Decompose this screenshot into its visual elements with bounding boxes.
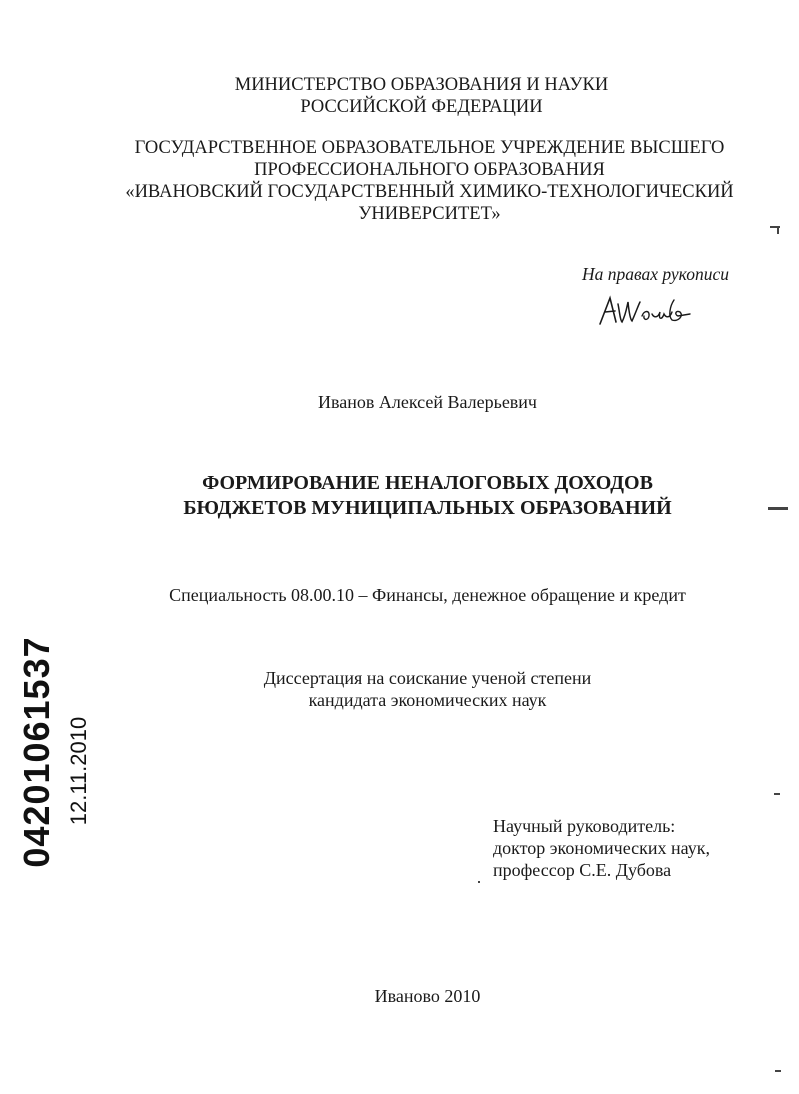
institution-line: «ИВАНОВСКИЙ ГОСУДАРСТВЕННЫЙ ХИМИКО-ТЕХНОЛОГИЧЕСКИЙ [125,182,734,202]
title-line: ФОРМИРОВАНИЕ НЕНАЛОГОВЫХ ДОХОДОВ [202,472,653,494]
supervisor-line: доктор экономических наук, [493,838,710,858]
stamp-code: 04201061537 [16,636,57,868]
institution-heading [30,137,799,225]
supervisor-block [493,815,710,881]
scan-mark [775,1070,781,1072]
ministry-line: МИНИСТЕРСТВО ОБРАЗОВАНИЯ И НАУКИ [234,75,609,95]
author-name: Иванов Алексей Валерьевич [318,392,537,412]
supervisor-line: профессор С.Е. Дубова [493,860,672,880]
degree-statement [28,667,799,711]
handwritten-signature [596,292,696,328]
scan-mark [774,793,780,795]
scan-mark [768,507,788,510]
institution-line: ПРОФЕССИОНАЛЬНОГО ОБРАЗОВАНИЯ [254,160,605,180]
scan-mark [478,881,480,883]
ministry-line: РОССИЙСКОЙ ФЕДЕРАЦИИ [300,97,543,117]
specialty: Специальность 08.00.10 – Финансы, денежное обращение и кредит [169,585,686,605]
institution-line: УНИВЕРСИТЕТ» [358,204,501,224]
stamp-date: 12.11.2010 [66,716,91,826]
ministry-heading [22,74,799,118]
institution-line: ГОСУДАРСТВЕННОЕ ОБРАЗОВАТЕЛЬНОЕ УЧРЕЖДЕНИЕ ВЫСШЕГО [134,138,725,158]
degree-line: Диссертация на соискание ученой степени [263,668,592,688]
scan-mark [777,226,779,234]
supervisor-line: Научный руководитель: [493,816,676,836]
manuscript-note: На правах рукописи [582,264,729,284]
dissertation-title [28,471,799,521]
degree-line: кандидата экономических наук [308,690,547,710]
city-year: Иваново 2010 [374,986,481,1006]
title-line: БЮДЖЕТОВ МУНИЦИПАЛЬНЫХ ОБРАЗОВАНИЙ [183,497,672,519]
